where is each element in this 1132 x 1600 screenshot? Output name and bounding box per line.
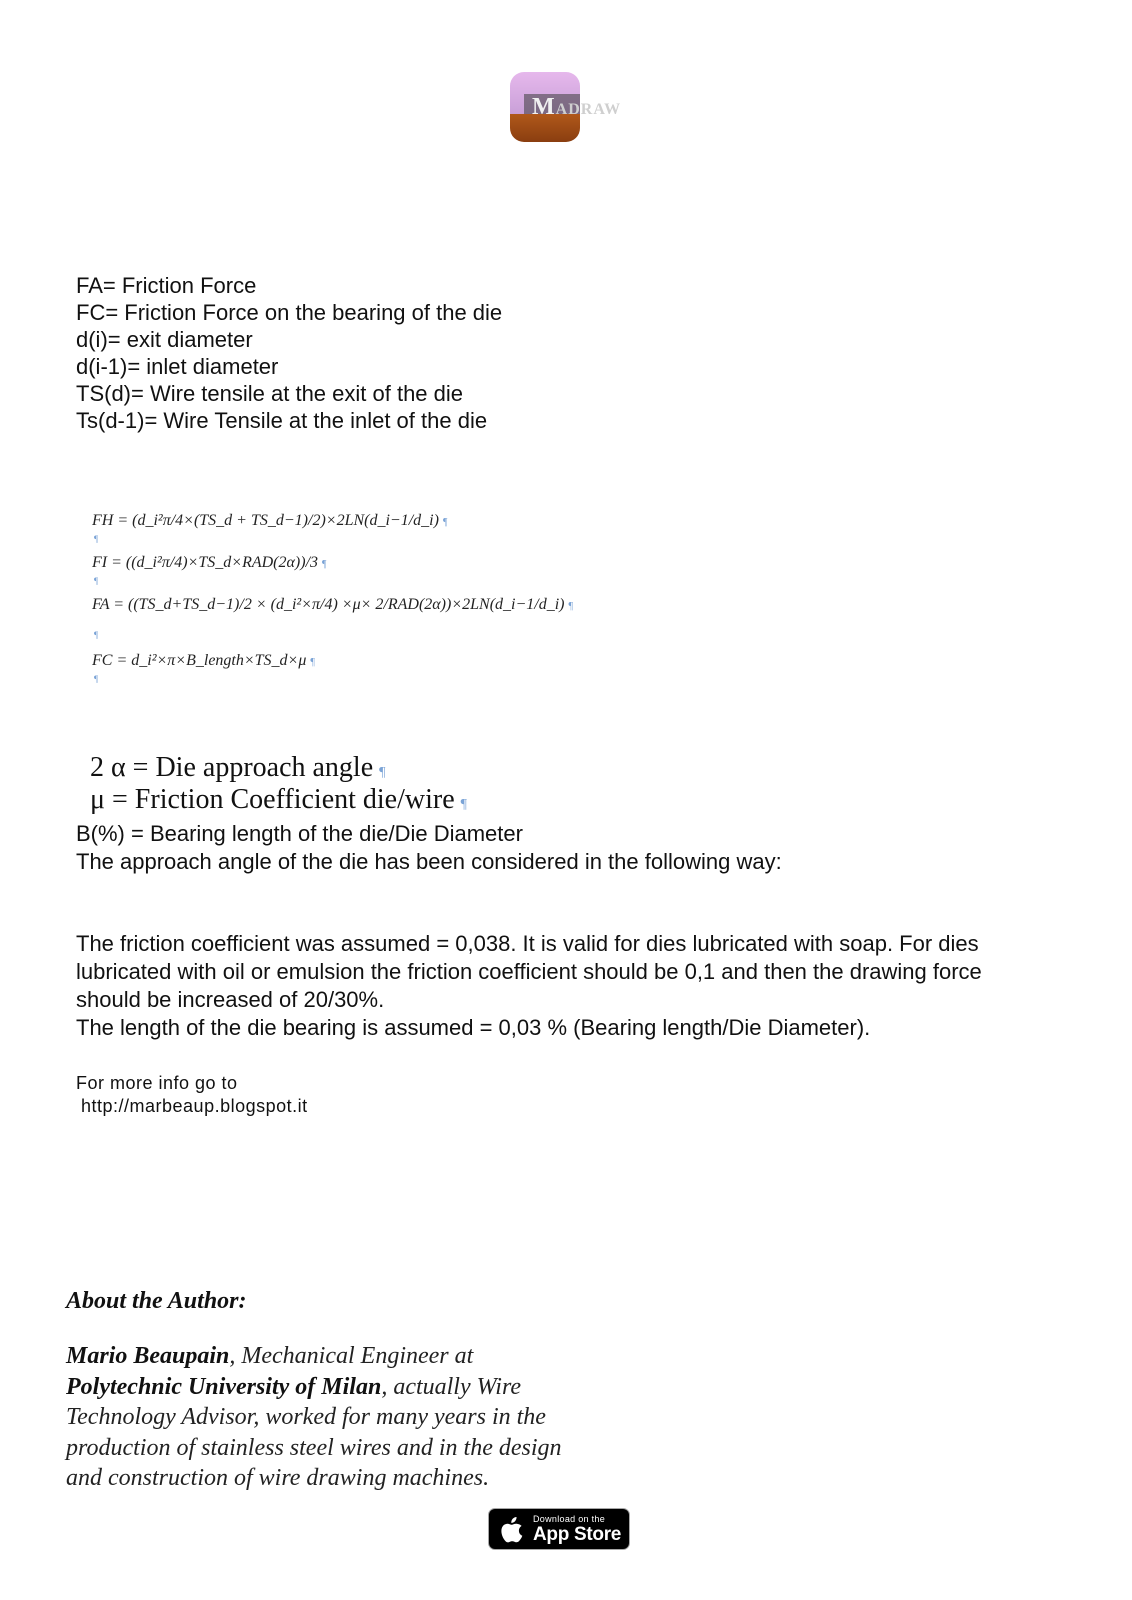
- logo-letter: M: [532, 94, 556, 120]
- equation-fi-text: FI = ((d_i²π/4)×TS_d×RAD(2α))/3: [92, 554, 319, 571]
- equation-fc-text: FC = d_i²×π×B_length×TS_d×μ: [92, 652, 307, 669]
- bearing-definition: B(%) = Bearing length of the die/Die Diameter: [76, 821, 523, 846]
- app-store-line2: App Store: [533, 1524, 622, 1545]
- equation-fh-text: FH = (d_i²π/4×(TS_d + TS_d−1)/2)×2LN(d_i−1/d_i): [92, 512, 439, 529]
- apple-icon: [501, 1517, 523, 1543]
- more-info-text: For more info go to: [76, 1073, 238, 1093]
- approach-angle-text: The approach angle of the die has been considered in the following way:: [76, 849, 782, 874]
- alpha-definition: 2 α = Die approach angle ¶: [90, 752, 386, 783]
- equation-fa: FA = ((TS_d+TS_d−1)/2 × (d_i²×π/4) ×μ× 2/RAD(2α))×2LN(d_i−1/d_i) ¶: [92, 596, 574, 613]
- equation-fa-text: FA = ((TS_d+TS_d−1)/2 × (d_i²×π/4) ×μ× 2/RAD(2α))×2LN(d_i−1/d_i): [92, 596, 565, 613]
- definition-item: FC= Friction Force on the bearing of the die: [76, 300, 503, 325]
- alpha-definition-text: 2 α = Die approach angle: [90, 752, 374, 783]
- app-store-line1: Download on the: [533, 1514, 606, 1524]
- author-bio-part2: , actually Wire Technology Advisor, worked for many years in the production of stainless steel wires and in the design and construction of wire drawing machines.: [66, 1373, 562, 1491]
- author-name: Mario Beaupain: [66, 1343, 230, 1369]
- logo-wordmark: [532, 94, 621, 121]
- author-heading: About the Author:: [66, 1288, 247, 1314]
- definition-item: Ts(d-1)= Wire Tensile at the inlet of the die: [76, 408, 488, 433]
- equation-fc: FC = d_i²×π×B_length×TS_d×μ ¶: [92, 652, 315, 669]
- definition-item: FA= Friction Force: [76, 273, 257, 298]
- author-bio: [66, 1341, 566, 1494]
- equation-fi: FI = ((d_i²π/4)×TS_d×RAD(2α))/3 ¶: [92, 554, 327, 571]
- author-university: Polytechnic University of Milan: [66, 1373, 382, 1400]
- logo-rest: ADRAW: [555, 101, 622, 118]
- mu-definition-text: μ = Friction Coefficient die/wire: [90, 784, 455, 815]
- definition-item: TS(d)= Wire tensile at the exit of the die: [76, 381, 464, 406]
- app-store-badge[interactable]: [488, 1508, 630, 1550]
- blog-link[interactable]: http://marbeaup.blogspot.it: [81, 1096, 308, 1116]
- author-bio-part1: , Mechanical Engineer at: [229, 1343, 474, 1369]
- definition-item: d(i-1)= inlet diameter: [76, 354, 279, 379]
- definitions-list: [76, 272, 502, 434]
- bearing-length-paragraph: The length of the die bearing is assumed = 0,03 % (Bearing length/Die Diameter).: [76, 1015, 871, 1040]
- definition-item: d(i)= exit diameter: [76, 327, 253, 352]
- friction-paragraph: The friction coefficient was assumed = 0,038. It is valid for dies lubricated with soap. For dies lubricated with oil or emulsion the friction coefficient should be 0,1 and then the drawing force should be increased of 20/30%.: [76, 931, 982, 1012]
- mu-definition: μ = Friction Coefficient die/wire ¶: [90, 784, 467, 815]
- equation-fh: FH = (d_i²π/4×(TS_d + TS_d−1)/2)×2LN(d_i−1/d_i) ¶: [92, 512, 448, 529]
